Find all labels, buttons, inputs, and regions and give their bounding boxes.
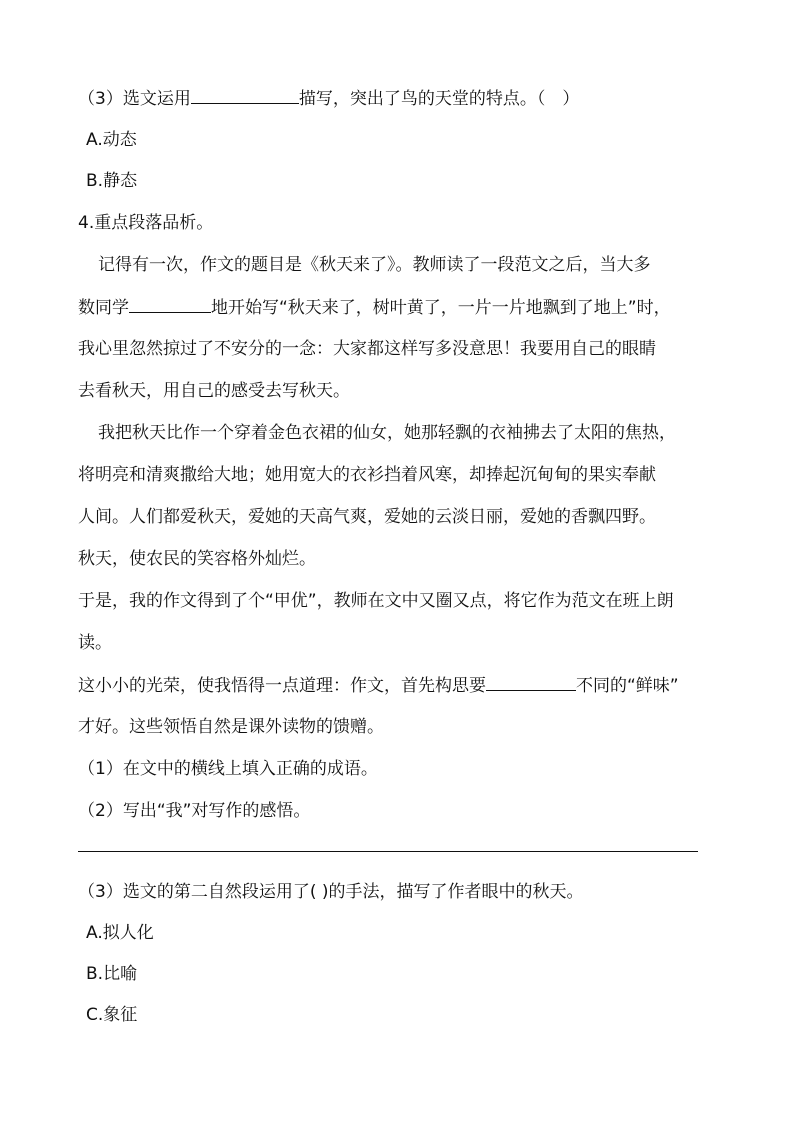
option-a-dynamic[interactable]: A.动态 (86, 130, 137, 150)
passage-p4-line1 (78, 673, 679, 698)
passage-p4-line1-before: 这小小的光荣，使我悟得一点道理：作文，首先构思要 (78, 676, 486, 696)
option-c-symbolism[interactable]: C.象征 (86, 1005, 138, 1025)
option-a-personification[interactable]: A.拟人化 (86, 923, 154, 943)
option-b-metaphor[interactable]: B.比喻 (86, 964, 138, 984)
option-b-static[interactable]: B.静态 (86, 171, 138, 191)
answer-line[interactable] (78, 851, 698, 852)
question-3-top (78, 86, 579, 111)
question-1: （1）在文中的横线上填入正确的成语。 (78, 759, 378, 779)
question-2: （2）写出“我”对写作的感悟。 (78, 801, 311, 821)
question-3-top-text-before: （3）选文运用 (78, 89, 191, 109)
passage-p4-line1-after: 不同的“鲜味” (576, 676, 679, 696)
passage-p1-line2-after: 地开始写“秋天来了，树叶黄了，一片一片地飘到了地上”时， (211, 298, 671, 318)
passage-p1-line3: 我心里忽然掠过了不安分的一念：大家都这样写多没意思！我要用自己的眼睛 (78, 339, 656, 359)
passage-p4-line2: 才好。这些领悟自然是课外读物的馈赠。 (78, 717, 384, 737)
idiom-blank-1[interactable] (129, 295, 211, 313)
idiom-blank-2[interactable] (486, 673, 576, 691)
passage-p2-line3: 人间。人们都爱秋天，爱她的天高气爽，爱她的云淡日丽，爱她的香飘四野。 (78, 507, 656, 527)
passage-p2-line2: 将明亮和清爽撒给大地；她用宽大的衣衫挡着风寒，却捧起沉甸甸的果实奉献 (78, 465, 656, 485)
answer-blank[interactable] (191, 86, 299, 104)
question-3: （3）选文的第二自然段运用了( )的手法，描写了作者眼中的秋天。 (78, 882, 584, 902)
passage-p1-line2 (78, 295, 671, 320)
question-3-top-text-after: 描写，突出了鸟的天堂的特点。（ ） (298, 89, 580, 109)
passage-p1-line2-before: 数同学 (78, 298, 129, 318)
passage-p1-line4: 去看秋天，用自己的感受去写秋天。 (78, 381, 350, 401)
passage-p2-line4: 秋天，使农民的笑容格外灿烂。 (78, 549, 316, 569)
passage-p3-line2: 读。 (78, 633, 112, 653)
section-4-title: 4.重点段落品析。 (78, 213, 214, 233)
passage-p2-line1: 我把秋天比作一个穿着金色衣裙的仙女，她那轻飘的衣袖拂去了太阳的焦热， (98, 423, 676, 443)
passage-p1-line1: 记得有一次，作文的题目是《秋天来了》。教师读了一段范文之后，当大多 (98, 255, 651, 275)
passage-p3-line1: 于是，我的作文得到了个“甲优”，教师在文中又圈又点，将它作为范文在班上朗 (78, 591, 674, 611)
